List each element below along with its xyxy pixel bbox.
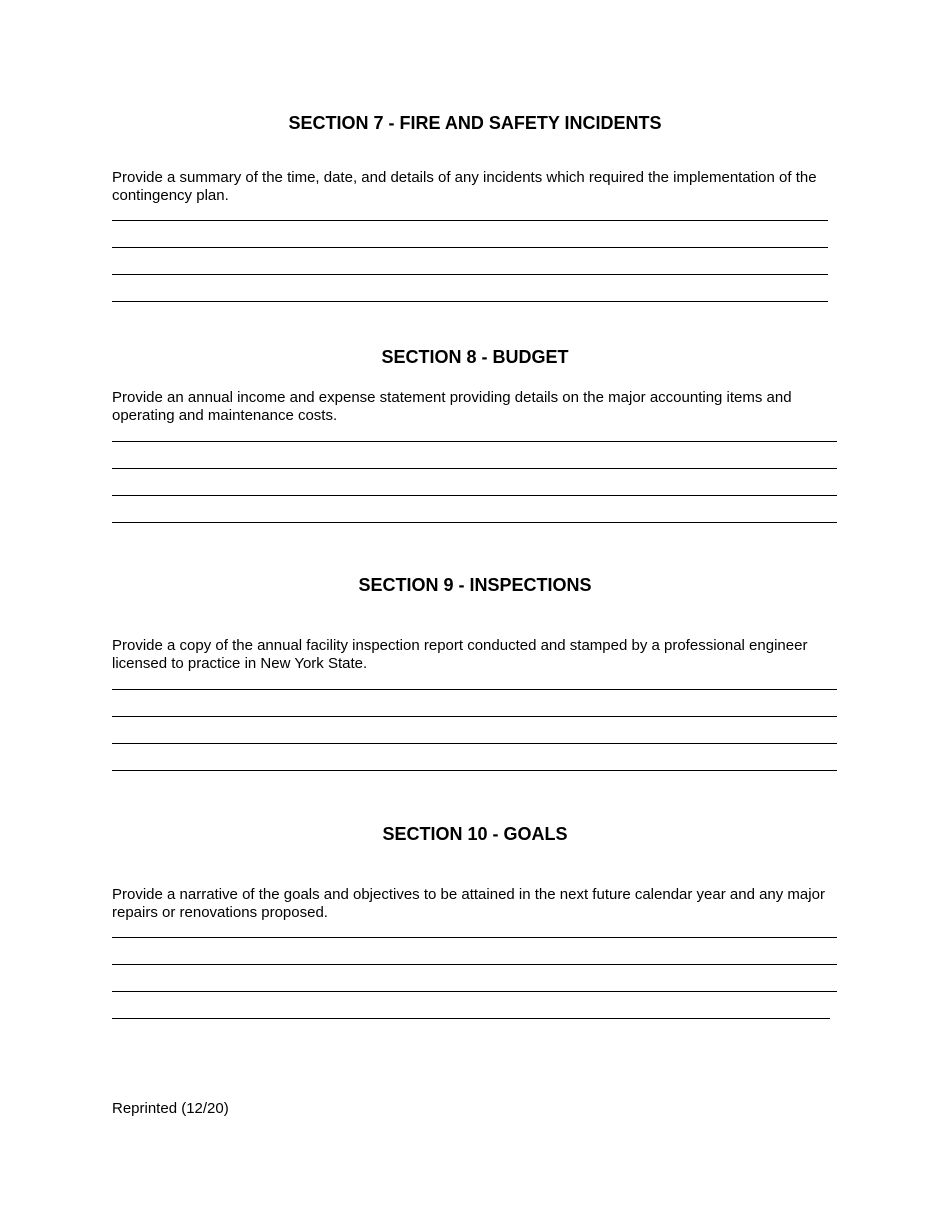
section-10-answer-line-4[interactable] bbox=[112, 1018, 830, 1019]
section-7-answer-line-3[interactable] bbox=[112, 274, 828, 275]
section-8-answer-line-1[interactable] bbox=[112, 441, 837, 442]
section-10-heading: SECTION 10 - GOALS bbox=[382, 824, 568, 844]
section-7-heading: SECTION 7 - FIRE AND SAFETY INCIDENTS bbox=[288, 113, 662, 133]
section-9-answer-line-3[interactable] bbox=[112, 743, 837, 744]
section-8-answer-line-3[interactable] bbox=[112, 495, 837, 496]
section-10-answer-line-2[interactable] bbox=[112, 964, 837, 965]
section-9-instructions: Provide a copy of the annual facility inspection report conducted and stamped by a professional engineer licensed to practice in New York State. bbox=[112, 637, 808, 672]
section-7-answer-line-4[interactable] bbox=[112, 301, 828, 302]
section-8-answer-line-4[interactable] bbox=[112, 522, 837, 523]
section-8-instructions: Provide an annual income and expense statement providing details on the major accounting items and operating and maintenance costs. bbox=[112, 389, 792, 424]
section-7-answer-line-1[interactable] bbox=[112, 220, 828, 221]
section-7-instructions: Provide a summary of the time, date, and details of any incidents which required the implementation of the contingency plan. bbox=[112, 169, 817, 204]
section-9-answer-line-4[interactable] bbox=[112, 770, 837, 771]
section-9-heading: SECTION 9 - INSPECTIONS bbox=[358, 575, 592, 595]
section-9-answer-line-1[interactable] bbox=[112, 689, 837, 690]
section-10-answer-line-1[interactable] bbox=[112, 937, 837, 938]
section-8-heading: SECTION 8 - BUDGET bbox=[381, 347, 569, 367]
section-9-answer-line-2[interactable] bbox=[112, 716, 837, 717]
reprint-note: Reprinted (12/20) bbox=[112, 1100, 229, 1117]
section-10-answer-line-3[interactable] bbox=[112, 991, 837, 992]
section-7-answer-line-2[interactable] bbox=[112, 247, 828, 248]
section-10-instructions: Provide a narrative of the goals and objectives to be attained in the next future calendar year and any major repairs or renovations proposed. bbox=[112, 886, 825, 921]
section-8-answer-line-2[interactable] bbox=[112, 468, 837, 469]
